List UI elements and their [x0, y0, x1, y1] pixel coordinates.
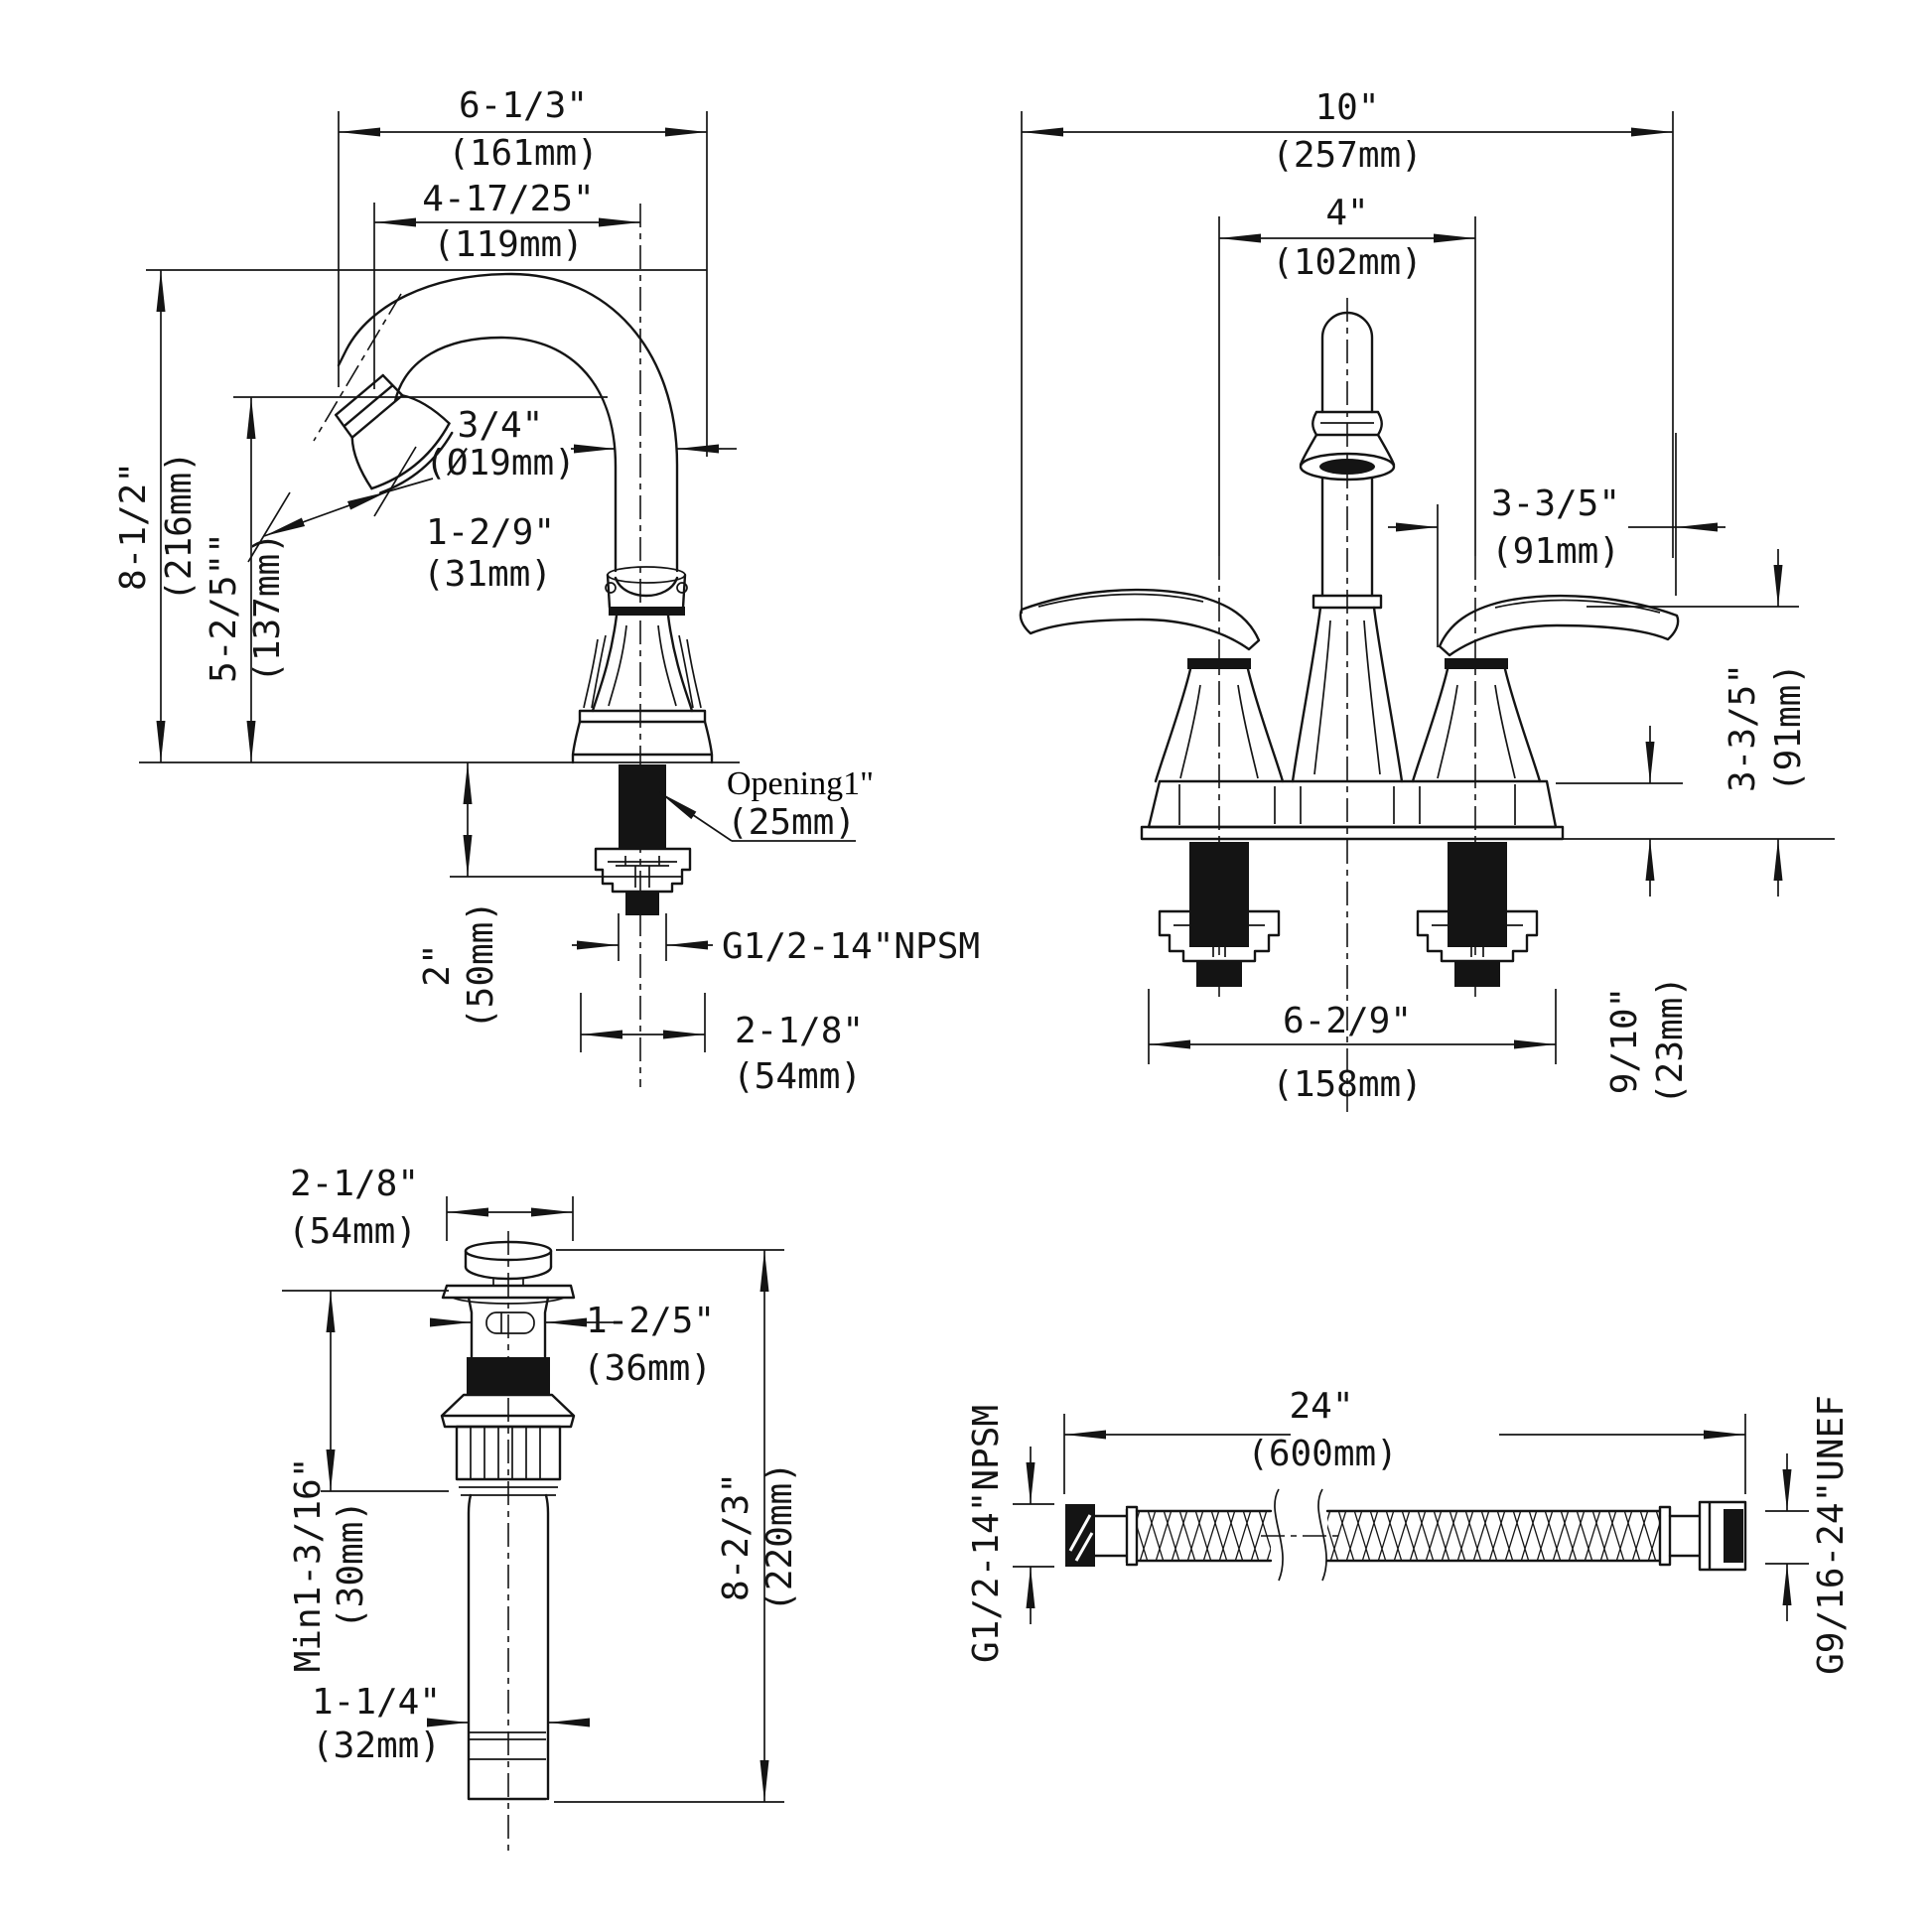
hose-break-marks: [1275, 1489, 1326, 1581]
dim-label: 2-1/8": [735, 1011, 865, 1051]
dim-drain-min-deck: [282, 1291, 449, 1672]
dim-label: (91mm): [1768, 662, 1809, 793]
dim-drain-flange: [288, 1164, 573, 1252]
front-left-shank: [1160, 842, 1279, 987]
dim-label: (161mm): [448, 133, 599, 174]
dim-label: (216mm): [159, 451, 200, 602]
dim-label: 6-2/9": [1282, 1001, 1413, 1041]
dim-side-reach: [339, 85, 707, 457]
dim-label: 9/10": [1604, 986, 1645, 1095]
dim-label: 8-1/2": [113, 461, 154, 592]
dim-label: 8-2/3": [716, 1471, 757, 1602]
callout-label: (25mm): [726, 802, 857, 843]
dim-drain-tailpipe: [312, 1682, 586, 1766]
dim-side-height: [113, 270, 707, 762]
dim-label: (Ø19mm): [425, 443, 576, 483]
dim-label: (31mm): [422, 554, 553, 595]
dim-front-handle-h: [1723, 549, 1809, 897]
dim-label: (54mm): [287, 1211, 418, 1252]
dim-label: 3-3/5": [1723, 662, 1763, 793]
dim-hose-length: [1064, 1386, 1745, 1494]
side-body-band: [609, 607, 685, 616]
callout-opening: [659, 765, 874, 843]
callout-label: Opening1": [727, 765, 874, 802]
dim-label: 3/4": [457, 405, 544, 446]
side-shank: [619, 764, 666, 849]
dim-label: (158mm): [1272, 1064, 1423, 1105]
dim-label: (30mm): [331, 1499, 371, 1630]
hose-braid: [1137, 1489, 1660, 1581]
hose-right-fitting: [1660, 1502, 1745, 1570]
dim-label: 1-2/5": [585, 1301, 716, 1341]
dim-side-spout-od: [425, 405, 737, 483]
dim-label: (54mm): [733, 1056, 863, 1097]
front-right-shank: [1418, 842, 1537, 987]
dim-label: (23mm): [1650, 975, 1691, 1106]
dim-label: Min1-3/16": [288, 1456, 329, 1673]
side-shank-nut: [596, 764, 690, 915]
dim-label: (220mm): [759, 1461, 800, 1612]
dim-front-base-w: [1149, 989, 1556, 1105]
dim-label: (119mm): [433, 224, 584, 265]
front-left-handle-band: [1187, 658, 1251, 669]
dim-label: 24": [1289, 1386, 1354, 1427]
dim-label: 1-1/4": [311, 1682, 442, 1723]
dim-label: (91mm): [1490, 531, 1621, 572]
front-left-handle: [1021, 590, 1283, 781]
dim-hose-end-a: [966, 1405, 1054, 1663]
front-right-handle-band: [1445, 658, 1508, 669]
hose-view: [966, 1386, 1852, 1675]
dim-label: 2": [417, 943, 458, 987]
dim-label: (50mm): [461, 899, 501, 1031]
dim-label: 6-1/3": [458, 85, 589, 126]
dim-label: 4-17/25": [422, 179, 595, 219]
drain-thread: [467, 1357, 550, 1395]
dim-label: 1-2/9": [425, 512, 556, 553]
side-shank-nub: [625, 892, 659, 915]
front-right-handle: [1413, 596, 1678, 781]
drain-overflow: [486, 1312, 534, 1333]
dim-label: G9/16-24"UNEF: [1811, 1395, 1852, 1675]
dim-side-spout-reach: [374, 179, 640, 389]
front-deck: [1142, 781, 1563, 839]
dim-label: 2-1/8": [289, 1164, 420, 1204]
side-body: [573, 567, 712, 762]
front-spout-outlet: [1319, 459, 1375, 475]
dim-label: (32mm): [311, 1725, 442, 1766]
dim-label: (137mm): [247, 532, 288, 683]
dim-label: 3-3/5": [1490, 483, 1621, 524]
dim-label: (36mm): [582, 1348, 713, 1389]
side-tip-centerline: [314, 294, 401, 441]
dim-side-base: [581, 993, 864, 1097]
dim-side-thread: [572, 913, 980, 967]
side-view: [113, 85, 980, 1097]
front-view: [1021, 87, 1835, 1112]
dim-label: (102mm): [1272, 242, 1423, 283]
dim-label: G1/2-14"NPSM: [966, 1404, 1007, 1664]
drain-view: [282, 1164, 800, 1855]
dim-label: 5-2/5"": [204, 532, 244, 683]
hose-left-fitting: [1065, 1504, 1137, 1567]
dim-label: (600mm): [1247, 1434, 1398, 1474]
dim-label: 10": [1314, 87, 1380, 128]
dim-hose-end-b: [1765, 1395, 1852, 1675]
dim-label: G1/2-14"NPSM: [722, 926, 981, 967]
dim-label: 4": [1325, 193, 1369, 233]
dim-label: (257mm): [1272, 135, 1423, 176]
